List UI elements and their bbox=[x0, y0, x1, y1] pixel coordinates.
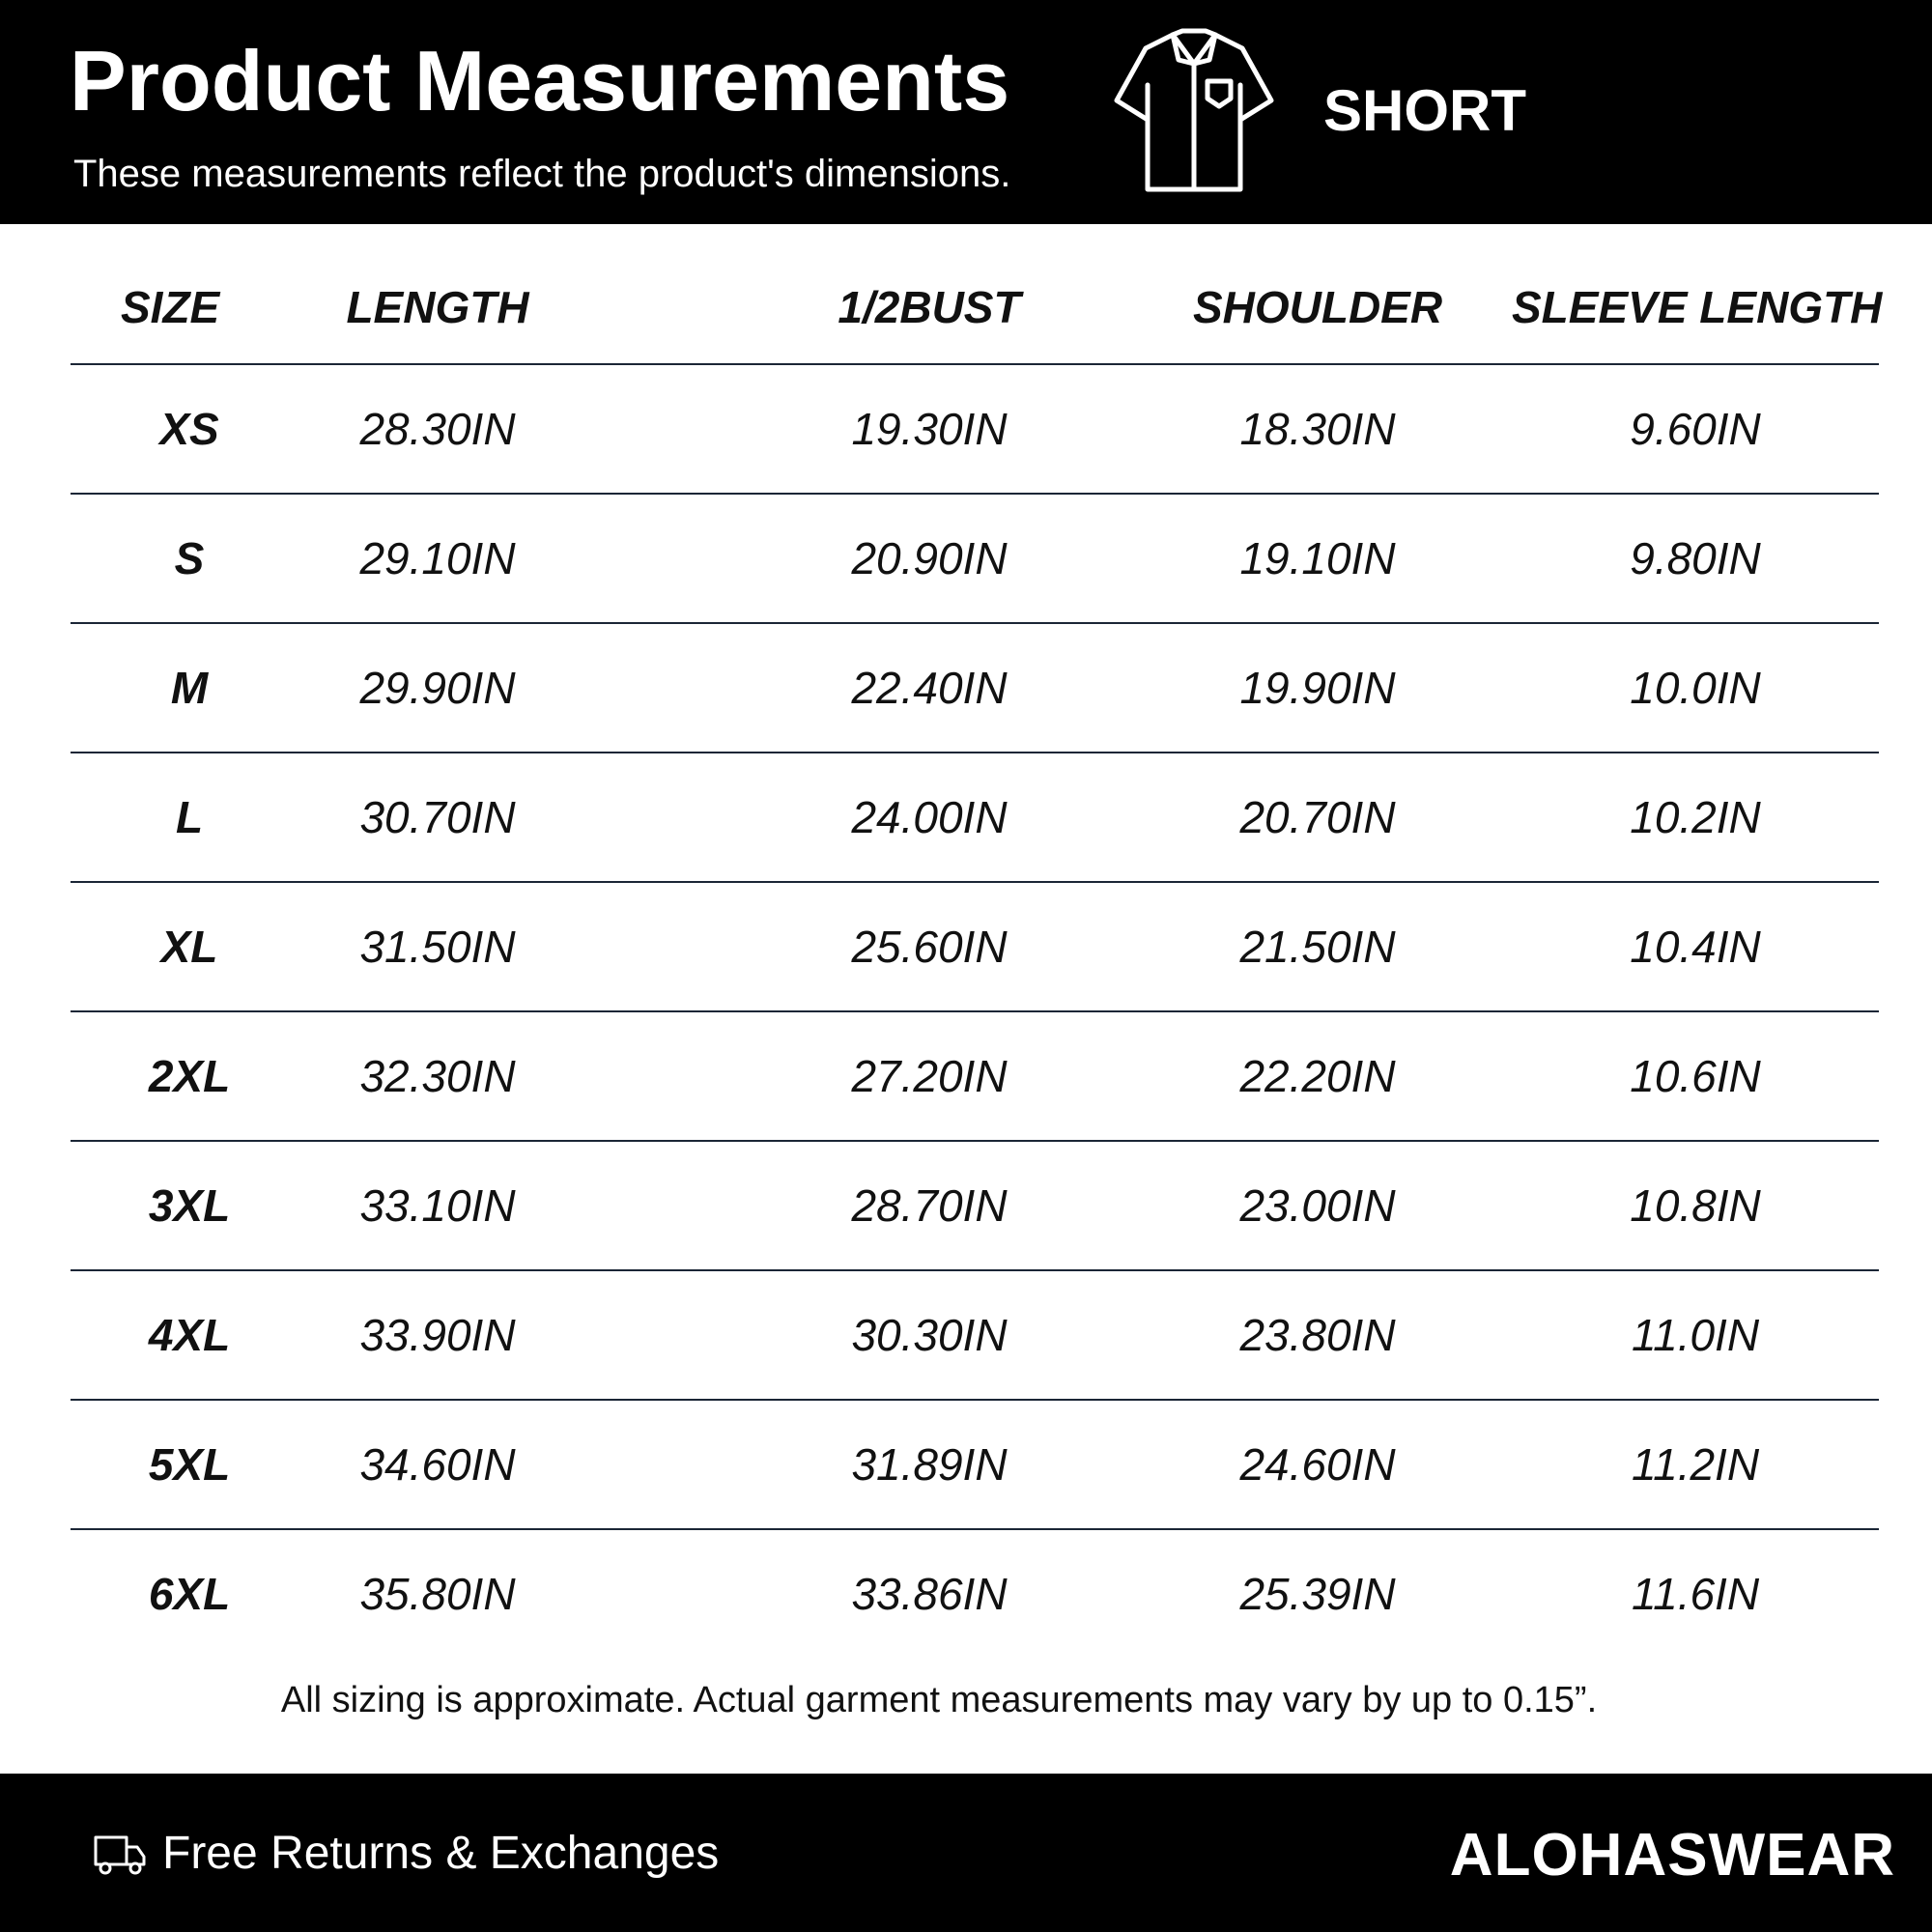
cell-shoulder: 19.90IN bbox=[1239, 663, 1396, 713]
cell-size: 4XL bbox=[148, 1310, 231, 1360]
cell-length: 28.30IN bbox=[359, 404, 516, 454]
cell-sleeve-length: 10.8IN bbox=[1630, 1180, 1761, 1231]
cell-half-bust: 24.00IN bbox=[851, 792, 1008, 842]
cell-sleeve-length: 10.6IN bbox=[1630, 1051, 1761, 1101]
free-returns-label: Free Returns & Exchanges bbox=[162, 1828, 720, 1879]
page-subtitle: These measurements reflect the product's dimensions. bbox=[73, 153, 1011, 195]
table-row bbox=[71, 365, 1879, 495]
brand-logo: ALOHASWEAR bbox=[1449, 1822, 1895, 1889]
cell-size: XL bbox=[160, 922, 218, 972]
cell-length: 32.30IN bbox=[359, 1051, 516, 1101]
column-header-sleeve-length: SLEEVE LENGTH bbox=[1512, 282, 1883, 332]
header-band bbox=[0, 0, 1932, 224]
cell-half-bust: 19.30IN bbox=[851, 404, 1008, 454]
cell-shoulder: 19.10IN bbox=[1239, 533, 1396, 583]
cell-size: 6XL bbox=[148, 1569, 231, 1619]
cell-shoulder: 18.30IN bbox=[1239, 404, 1396, 454]
cell-half-bust: 25.60IN bbox=[851, 922, 1008, 972]
cell-length: 30.70IN bbox=[359, 792, 516, 842]
cell-shoulder: 20.70IN bbox=[1239, 792, 1396, 842]
cell-sleeve-length: 9.60IN bbox=[1630, 404, 1761, 454]
table-row bbox=[71, 624, 1879, 753]
cell-sleeve-length: 10.4IN bbox=[1630, 922, 1761, 972]
cell-length: 31.50IN bbox=[359, 922, 516, 972]
cell-sleeve-length: 11.6IN bbox=[1631, 1569, 1760, 1619]
cell-length: 29.10IN bbox=[359, 533, 516, 583]
column-header-half-bust: 1/2BUST bbox=[838, 282, 1021, 332]
table-row bbox=[71, 495, 1879, 624]
size-table bbox=[71, 251, 1883, 1658]
table-row bbox=[71, 1530, 1879, 1658]
cell-length: 33.90IN bbox=[359, 1310, 516, 1360]
table-row bbox=[71, 883, 1879, 1012]
cell-length: 35.80IN bbox=[359, 1569, 516, 1619]
column-header-length: LENGTH bbox=[346, 282, 529, 332]
cell-length: 33.10IN bbox=[359, 1180, 516, 1231]
cell-shoulder: 21.50IN bbox=[1239, 922, 1396, 972]
cell-size: L bbox=[175, 792, 204, 842]
table-row bbox=[71, 1401, 1879, 1530]
short-sleeve-shirt-icon bbox=[1113, 27, 1275, 193]
cell-sleeve-length: 11.0IN bbox=[1631, 1310, 1760, 1360]
cell-shoulder: 24.60IN bbox=[1239, 1439, 1396, 1490]
sizing-disclaimer: All sizing is approximate. Actual garment measurements may vary by up to 0.15”. bbox=[280, 1680, 1598, 1720]
table-body bbox=[71, 365, 1879, 1658]
column-header-shoulder: SHOULDER bbox=[1192, 282, 1443, 332]
cell-shoulder: 23.00IN bbox=[1239, 1180, 1396, 1231]
cell-half-bust: 22.40IN bbox=[851, 663, 1008, 713]
cell-length: 29.90IN bbox=[359, 663, 516, 713]
cell-half-bust: 28.70IN bbox=[851, 1180, 1008, 1231]
truck-icon bbox=[93, 1832, 147, 1878]
cell-length: 34.60IN bbox=[359, 1439, 516, 1490]
cell-shoulder: 23.80IN bbox=[1239, 1310, 1396, 1360]
footer-band bbox=[0, 1774, 1932, 1932]
cell-size: S bbox=[174, 533, 205, 583]
column-header-size: SIZE bbox=[121, 282, 220, 332]
cell-half-bust: 20.90IN bbox=[851, 533, 1008, 583]
cell-size: M bbox=[170, 663, 209, 713]
table-row bbox=[71, 1142, 1879, 1271]
cell-sleeve-length: 10.2IN bbox=[1630, 792, 1761, 842]
cell-shoulder: 22.20IN bbox=[1239, 1051, 1396, 1101]
cell-size: 2XL bbox=[148, 1051, 231, 1101]
cell-size: 3XL bbox=[148, 1180, 231, 1231]
page-title: Product Measurements bbox=[70, 33, 1010, 128]
cell-shoulder: 25.39IN bbox=[1239, 1569, 1396, 1619]
cell-size: XS bbox=[159, 404, 219, 454]
cell-sleeve-length: 9.80IN bbox=[1630, 533, 1761, 583]
cell-half-bust: 31.89IN bbox=[851, 1439, 1008, 1490]
cell-sleeve-length: 10.0IN bbox=[1630, 663, 1761, 713]
cell-half-bust: 27.20IN bbox=[851, 1051, 1008, 1101]
cell-half-bust: 30.30IN bbox=[851, 1310, 1008, 1360]
table-header-row bbox=[71, 251, 1883, 365]
cell-sleeve-length: 11.2IN bbox=[1631, 1439, 1760, 1490]
table-row bbox=[71, 1271, 1879, 1401]
cell-size: 5XL bbox=[148, 1439, 231, 1490]
table-row bbox=[71, 1012, 1879, 1142]
table-row bbox=[71, 753, 1879, 883]
cell-half-bust: 33.86IN bbox=[851, 1569, 1008, 1619]
sleeve-type-label: SHORT bbox=[1323, 78, 1526, 143]
